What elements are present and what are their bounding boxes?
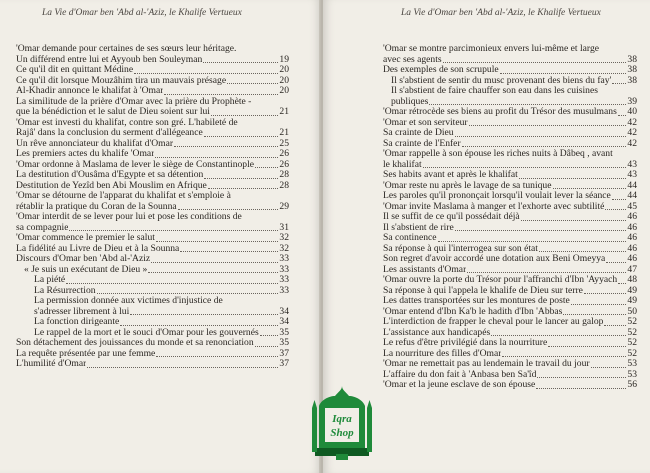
leader-dots — [155, 157, 278, 158]
toc-page-number: 31 — [279, 221, 289, 233]
toc-entry — [16, 65, 289, 76]
toc-page-number: 35 — [279, 326, 289, 338]
toc-entry — [383, 370, 637, 381]
leader-dots — [438, 241, 627, 242]
toc-page-number: 35 — [279, 337, 289, 348]
leader-dots — [455, 230, 627, 231]
toc-page-number: 34 — [279, 305, 289, 317]
leader-dots — [134, 73, 278, 74]
toc-page-number: 32 — [279, 242, 289, 254]
leader-dots — [174, 146, 278, 147]
toc-entry-text: 'Omar ne remettait pas au lendemain le travail du jour — [383, 359, 590, 369]
leader-dots — [612, 199, 627, 200]
leader-dots — [553, 188, 627, 189]
toc-entry — [383, 244, 637, 255]
toc-entry — [16, 170, 289, 181]
toc-entry — [16, 86, 289, 97]
toc-page-number: 56 — [627, 379, 637, 390]
toc-entry-text: Des exemples de son scrupule — [383, 65, 499, 75]
leader-dots — [130, 314, 278, 315]
toc-entry — [383, 191, 637, 202]
toc-entry-text: 'Omar et son serviteur — [383, 117, 468, 128]
leader-dots — [612, 83, 626, 84]
toc-entry-text: Le rappel de la mort et le souci d'Omar pour les gouvernés — [34, 327, 259, 338]
toc-entry — [16, 338, 289, 349]
toc-page-number: 28 — [279, 169, 289, 180]
toc-entry — [16, 76, 289, 87]
toc-page-number: 47 — [627, 263, 637, 275]
toc-entry-text: sa compagnie — [16, 222, 69, 233]
toc-entry — [383, 328, 637, 339]
toc-entry-text: Un différend entre lui et Ayyoub ben Souleyman — [16, 54, 203, 65]
toc-entry-text: La similitude de la prière d'Omar avec la prière du Prophète - — [16, 95, 252, 107]
toc-entry-text: publiques — [391, 96, 429, 107]
toc-entry — [383, 170, 637, 181]
toc-page-number: 49 — [627, 284, 637, 296]
toc-entry-text: L'affaire du don fait à 'Anbasa ben Sa'îd — [383, 369, 537, 380]
toc-right — [383, 44, 637, 391]
toc-page-number: 33 — [279, 263, 289, 275]
toc-entry — [16, 55, 289, 66]
leader-dots — [491, 335, 626, 336]
toc-page-number: 33 — [279, 253, 289, 264]
toc-page-number: 43 — [627, 158, 637, 170]
toc-entry-text: Le refus d'être privilégié dans la nourriture — [383, 338, 548, 348]
toc-entry-text: Ses habits avant et après le khalifat — [383, 170, 518, 180]
leader-dots — [604, 325, 626, 326]
leader-dots — [151, 262, 278, 263]
toc-entry-text: Un rêve annonciateur du khalifat d'Omar — [16, 138, 174, 149]
toc-entry-text: 'Omar ouvre la porte du Trésor pour l'affranchi d'Ibn 'Ayyach — [383, 275, 618, 285]
toc-page-number: 53 — [627, 358, 637, 369]
toc-page-number: 33 — [279, 274, 289, 285]
toc-entry-text: La fonction dirigeante — [34, 317, 120, 327]
leader-dots — [203, 62, 278, 63]
toc-entry-text: Il se suffit de ce qu'il possédait déjà — [383, 212, 520, 222]
leader-dots — [548, 346, 626, 347]
toc-entry-text: La destitution d'Ousâma d'Egypte et sa détention — [16, 170, 204, 180]
toc-page-number: 50 — [627, 305, 637, 317]
toc-entry-text: Ce qu'il dit en quittant Médine — [16, 65, 134, 75]
toc-entry-text: La nourriture des filles d'Omar — [383, 348, 502, 359]
toc-page-number: 37 — [279, 347, 289, 359]
toc-page-number: 43 — [627, 169, 637, 180]
running-head-right: La Vie d'Omar ben 'Abd al-'Aziz, le Khalife Vertueux — [401, 8, 601, 18]
toc-entry — [16, 349, 289, 360]
toc-page-number: 46 — [627, 211, 637, 222]
leader-dots — [500, 73, 627, 74]
leader-dots — [591, 367, 627, 368]
leader-dots — [563, 314, 626, 315]
toc-page-number: 20 — [279, 64, 289, 75]
toc-page-number: 52 — [627, 347, 637, 359]
leader-dots — [571, 304, 627, 305]
toc-entry-text: Sa réponse à qui l'appela le khalife de Dieu sur terre — [383, 285, 583, 296]
toc-entry-text: Al-Khadir annonce le khalifat à 'Omar — [16, 86, 164, 96]
toc-entry — [383, 286, 637, 297]
leader-dots — [584, 293, 626, 294]
toc-page-number: 19 — [279, 53, 289, 65]
toc-page-number: 21 — [279, 127, 289, 138]
leader-dots — [443, 62, 627, 63]
toc-entry — [16, 191, 289, 212]
logo-text-line1: Iqra — [332, 413, 352, 425]
toc-entry — [383, 181, 637, 192]
toc-page-number: 42 — [627, 137, 637, 149]
toc-entry-text: Ce qu'il dit lorsque Mouzâhim tira un mauvais présage — [16, 75, 227, 86]
toc-entry-text: Il s'abstient de faire chauffer son eau dans les cuisines — [391, 85, 598, 96]
toc-entry — [16, 328, 289, 339]
leader-dots — [455, 136, 627, 137]
toc-entry — [16, 244, 289, 255]
toc-entry — [383, 307, 637, 318]
toc-entry — [16, 265, 289, 276]
toc-entry-text: Les dattes transportées sur les montures de poste — [383, 296, 570, 306]
toc-entry-text: 'Omar reste nu après le lavage de sa tunique — [383, 180, 552, 191]
toc-entry-text: Sa continence — [383, 233, 437, 243]
toc-entry-text: La requête présentée par une femme — [16, 348, 156, 359]
leader-dots — [97, 293, 279, 294]
leader-dots — [211, 115, 278, 116]
toc-page-number: 21 — [279, 106, 289, 117]
toc-entry — [383, 149, 637, 170]
toc-entry — [383, 86, 637, 107]
leader-dots — [255, 346, 279, 347]
leader-dots — [537, 377, 626, 378]
toc-page-number: 53 — [627, 368, 637, 380]
leader-dots — [618, 115, 627, 116]
toc-entry-text: La fidélité au Livre de Dieu et à la Sounna — [16, 243, 180, 254]
toc-entry-text: 'Omar invite Maslama à manger et l'exhorte avec subtilité — [383, 201, 605, 212]
toc-page-number: 45 — [627, 200, 637, 212]
toc-entry — [383, 296, 637, 307]
toc-entry-text: 'Omar est investi du khalifat, contre son gré. L'habileté de — [16, 116, 238, 128]
leader-dots — [148, 272, 278, 273]
toc-page-number: 20 — [279, 85, 289, 96]
toc-entry — [383, 349, 637, 360]
toc-page-number: 46 — [627, 242, 637, 254]
toc-page-number: 20 — [279, 74, 289, 86]
toc-entry — [383, 338, 637, 349]
leader-dots — [66, 283, 278, 284]
leader-dots — [536, 388, 626, 389]
toc-entry — [383, 275, 637, 286]
toc-page-number: 33 — [279, 284, 289, 296]
toc-page-number: 52 — [627, 326, 637, 338]
leader-dots — [539, 251, 626, 252]
toc-entry-text: 'Omar demande pour certaines de ses sœurs leur héritage. — [16, 44, 237, 54]
toc-page-number: 39 — [627, 95, 637, 107]
leader-dots — [519, 178, 627, 179]
toc-page-number: 49 — [627, 295, 637, 306]
leader-dots — [178, 209, 279, 210]
leader-dots — [521, 220, 627, 221]
toc-entry-text: 'Omar rétrocède ses biens au profit du Trésor des musulmans — [383, 107, 617, 117]
toc-entry-text: 'Omar ordonne à Maslama de lever le siège de Constantinople — [16, 159, 255, 170]
leader-dots — [164, 94, 278, 95]
toc-entry-text: Rajâ' dans la conclusion du serment d'allégeance — [16, 128, 203, 138]
toc-page-number: 38 — [627, 74, 637, 86]
toc-page-number: 42 — [627, 116, 637, 128]
toc-entry-text: Sa crainte de l'Enfer — [383, 138, 461, 149]
toc-page-number: 52 — [627, 337, 637, 348]
toc-page-number: 26 — [279, 158, 289, 170]
toc-entry-text: que la bénédiction et le salut de Dieu soient sur lui — [16, 107, 210, 117]
toc-entry-text: La piété — [34, 275, 66, 285]
toc-entry-text: le khalifat — [383, 159, 422, 170]
leader-dots — [423, 167, 627, 168]
toc-page-number: 40 — [627, 106, 637, 117]
toc-entry — [383, 265, 637, 276]
toc-entry-text: 'Omar rappelle à son épouse les riches nuits à Dâbeq , avant — [383, 148, 613, 159]
toc-entry — [16, 97, 289, 118]
toc-entry — [16, 212, 289, 233]
leader-dots — [606, 262, 626, 263]
leader-dots — [204, 136, 279, 137]
leader-dots — [502, 356, 626, 357]
toc-entry-text: L'humilité d'Omar — [16, 359, 87, 369]
toc-entry-text: Il s'abstient de rire — [383, 222, 454, 233]
toc-page-number: 42 — [627, 127, 637, 138]
toc-entry-text: Son regret d'avoir accordé une dotation aux Beni Omeyya — [383, 254, 606, 264]
toc-entry-text: 'Omar se détourne de l'apparat du khalifat et s'emploie à — [16, 190, 231, 201]
running-head-left: La Vie d'Omar ben 'Abd al-'Aziz, le Khalife Vertueux — [42, 8, 242, 18]
toc-entry — [16, 359, 289, 370]
toc-entry — [16, 233, 289, 244]
toc-page-number: 46 — [627, 253, 637, 264]
leader-dots — [227, 83, 278, 84]
toc-entry-text: « Je suis un exécutant de Dieu » — [24, 264, 148, 275]
toc-entry — [16, 139, 289, 150]
toc-page-number: 29 — [279, 200, 289, 212]
toc-entry — [383, 359, 637, 370]
toc-entry-text: Sa réponse à qui l'interrogea sur son état — [383, 243, 538, 254]
leader-dots — [605, 209, 626, 210]
leader-dots — [120, 325, 278, 326]
toc-entry-text: s'adresser librement à lui — [34, 306, 130, 317]
toc-entry — [383, 65, 637, 76]
leader-dots — [429, 104, 626, 105]
leader-dots — [208, 188, 279, 189]
toc-entry-text: Son détachement des jouissances du monde et sa renonciation — [16, 338, 254, 348]
toc-page-number: 44 — [627, 179, 637, 191]
toc-entry-text: Sa crainte de Dieu — [383, 128, 454, 138]
toc-entry — [383, 128, 637, 139]
leader-dots — [87, 367, 278, 368]
toc-entry — [383, 107, 637, 118]
iqra-shop-logo — [311, 384, 373, 462]
toc-entry — [383, 44, 637, 65]
toc-entry — [383, 212, 637, 223]
leader-dots — [462, 146, 627, 147]
toc-entry-text: Les premiers actes du khalife 'Omar — [16, 149, 155, 159]
toc-entry-text: rétablir la pratique du Coran de la Sounna — [16, 201, 177, 212]
toc-entry — [16, 118, 289, 139]
toc-entry — [16, 44, 289, 55]
toc-entry-text: L'assistance aux handicapés — [383, 327, 491, 338]
left-page — [0, 0, 321, 473]
toc-entry-text: Discours d'Omar ben 'Abd al-'Aziz — [16, 254, 151, 264]
leader-dots — [156, 241, 278, 242]
logo-text-line2: Shop — [330, 427, 354, 439]
toc-entry — [16, 275, 289, 286]
toc-page-number: 32 — [279, 232, 289, 243]
toc-entry — [383, 254, 637, 265]
toc-entry — [16, 254, 289, 265]
leader-dots — [467, 272, 626, 273]
toc-page-number: 25 — [279, 137, 289, 149]
toc-page-number: 38 — [627, 64, 637, 75]
toc-left — [16, 44, 289, 370]
toc-entry — [383, 223, 637, 234]
toc-entry — [16, 149, 289, 160]
toc-entry-text: Les assistants d'Omar — [383, 264, 467, 275]
toc-page-number: 46 — [627, 232, 637, 243]
toc-entry — [16, 296, 289, 317]
toc-entry — [383, 202, 637, 213]
toc-page-number: 46 — [627, 221, 637, 233]
toc-entry-text: Destitution de Yezîd ben Abi Mouslim en Afrique — [16, 180, 207, 191]
toc-entry-text: 'Omar interdit de se lever pour lui et pose les conditions de — [16, 211, 242, 222]
toc-entry — [383, 233, 637, 244]
toc-entry-text: avec ses agents — [383, 54, 442, 65]
toc-page-number: 26 — [279, 148, 289, 159]
leader-dots — [180, 251, 278, 252]
toc-entry-text: 'Omar entend d'Ibn Ka'b le hadith d'Ibn 'Abbas — [383, 306, 563, 317]
toc-entry-text: La permission donnée aux victimes d'injustice de — [34, 295, 223, 306]
toc-entry — [383, 118, 637, 129]
leader-dots — [260, 335, 279, 336]
leader-dots — [69, 230, 278, 231]
toc-page-number: 48 — [627, 274, 637, 285]
toc-page-number: 44 — [627, 190, 637, 201]
toc-page-number: 28 — [279, 179, 289, 191]
leader-dots — [469, 125, 627, 126]
toc-entry — [383, 317, 637, 328]
toc-entry-text: 'Omar se montre parcimonieux envers lui-même et large — [383, 43, 599, 54]
leader-dots — [156, 356, 278, 357]
leader-dots — [618, 283, 626, 284]
toc-entry — [383, 380, 637, 391]
toc-entry-text: 'Omar et la jeune esclave de son épouse — [383, 380, 536, 390]
toc-entry — [16, 160, 289, 171]
toc-page-number: 37 — [279, 358, 289, 369]
toc-page-number: 38 — [627, 53, 637, 65]
toc-page-number: 34 — [279, 316, 289, 327]
toc-page-number: 52 — [627, 316, 637, 327]
leader-dots — [204, 178, 278, 179]
toc-entry-text: Il s'abstient de sentir du musc provenant des biens du fay' — [391, 75, 612, 86]
leader-dots — [255, 167, 278, 168]
toc-entry-text: 'Omar commence le premier le salut — [16, 233, 155, 243]
toc-entry — [16, 317, 289, 328]
toc-entry-text: La Résurrection — [34, 285, 96, 296]
toc-entry-text: Les paroles qu'il prononçait lorsqu'il voulait lever la séance — [383, 191, 611, 201]
toc-entry-text: L'interdiction de frapper le cheval pour le lancer au galop — [383, 317, 604, 327]
